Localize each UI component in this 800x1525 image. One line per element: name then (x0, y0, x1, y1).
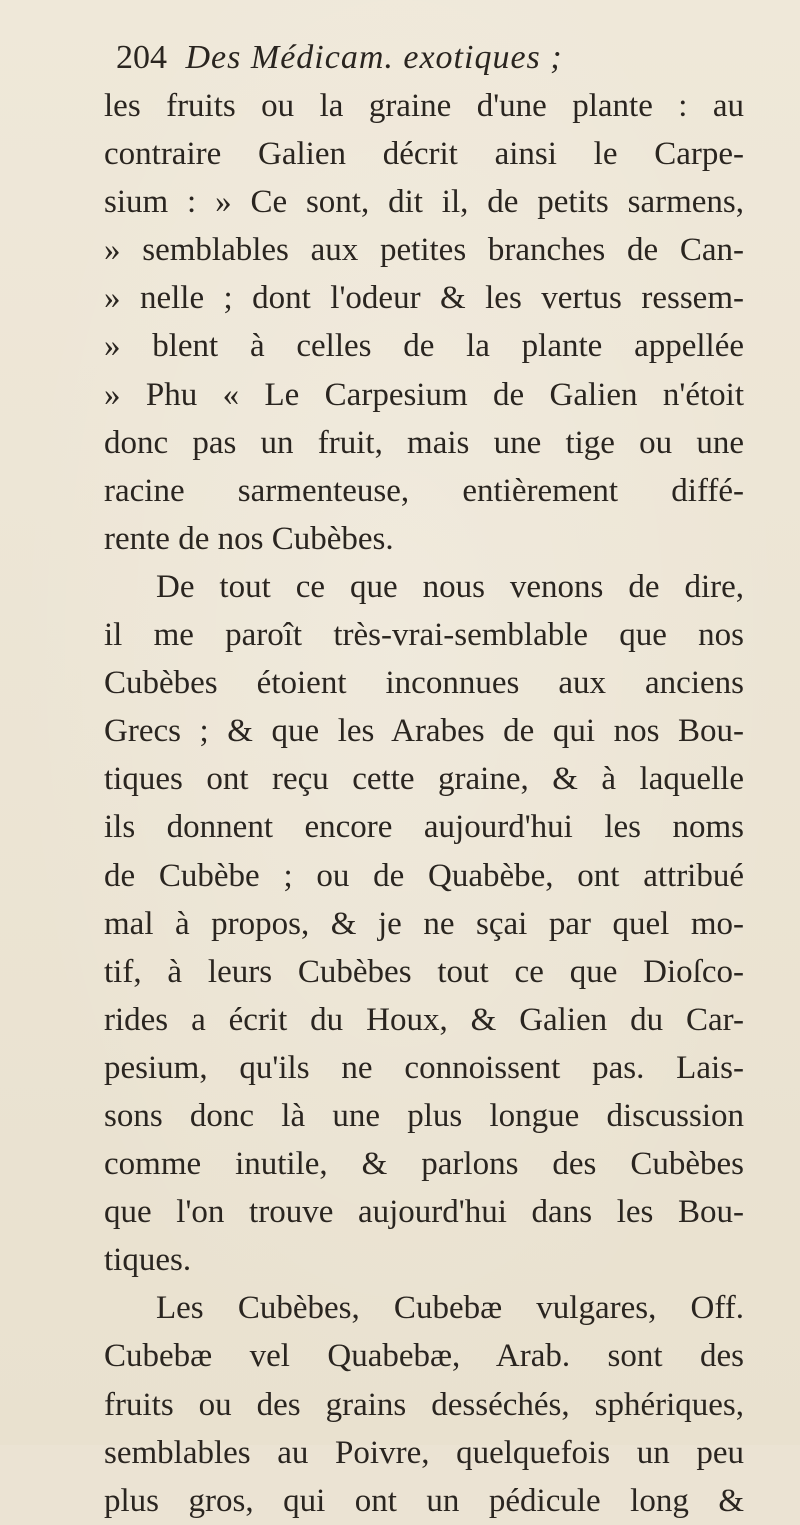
page-header (116, 38, 736, 78)
text-line: de Cubèbe ; ou de Quabèbe, ont attribué (104, 857, 744, 894)
text-line: sium : » Ce sont, dit il, de petits sarmens, (104, 184, 744, 221)
text-line: il me paroît très-vrai-semblable que nos (104, 617, 744, 654)
text-line: rides a écrit du Houx, & Galien du Car- (104, 1001, 744, 1038)
text-line: » Phu « Le Carpesium de Galien n'étoit (104, 376, 744, 413)
paragraph-start-line: De tout ce que nous venons de dire, (156, 568, 744, 605)
text-line: Cubebæ vel Quabebæ, Arab. sont des (104, 1338, 744, 1375)
text-line: plus gros, qui ont un pédicule long & (104, 1482, 744, 1519)
text-line: contraire Galien décrit ainsi le Carpe- (104, 136, 744, 173)
text-line: que l'on trouve aujourd'hui dans les Bou- (104, 1194, 744, 1231)
text-line: fruits ou des grains desséchés, sphériques, (104, 1386, 744, 1423)
text-line: sons donc là une plus longue discussion (104, 1097, 744, 1134)
body-text (104, 82, 744, 1525)
text-line: semblables au Poivre, quelquefois un peu (104, 1434, 744, 1471)
text-line: Cubèbes étoient inconnues aux anciens (104, 665, 744, 702)
text-line: Grecs ; & que les Arabes de qui nos Bou- (104, 713, 744, 750)
text-line: » nelle ; dont l'odeur & les vertus ressem- (104, 280, 744, 317)
text-line: les fruits ou la graine d'une plante : au (104, 88, 744, 124)
text-line: ils donnent encore aujourd'hui les noms (104, 809, 744, 846)
text-line: comme inutile, & parlons des Cubèbes (104, 1146, 744, 1183)
running-title: Des Médicam. exotiques ; (185, 39, 563, 76)
page-number: 204 (116, 39, 167, 76)
text-line: tiques ont reçu cette graine, & à laquelle (104, 761, 744, 798)
text-line: racine sarmenteuse, entièrement diffé- (104, 472, 744, 509)
text-line: » semblables aux petites branches de Can- (104, 232, 744, 269)
text-line: mal à propos, & je ne sçai par quel mo- (104, 905, 744, 942)
text-line: donc pas un fruit, mais une tige ou une (104, 424, 744, 461)
text-line: pesium, qu'ils ne connoissent pas. Lais- (104, 1049, 744, 1086)
paragraph-end-line: tiques. (104, 1242, 192, 1279)
paragraph-end-line: rente de nos Cubèbes. (104, 520, 394, 557)
text-line: tif, à leurs Cubèbes tout ce que Dioſco- (104, 953, 744, 990)
paragraph-start-line: Les Cubèbes, Cubebæ vulgares, Off. (156, 1290, 744, 1327)
text-line: » blent à celles de la plante appellée (104, 328, 744, 365)
